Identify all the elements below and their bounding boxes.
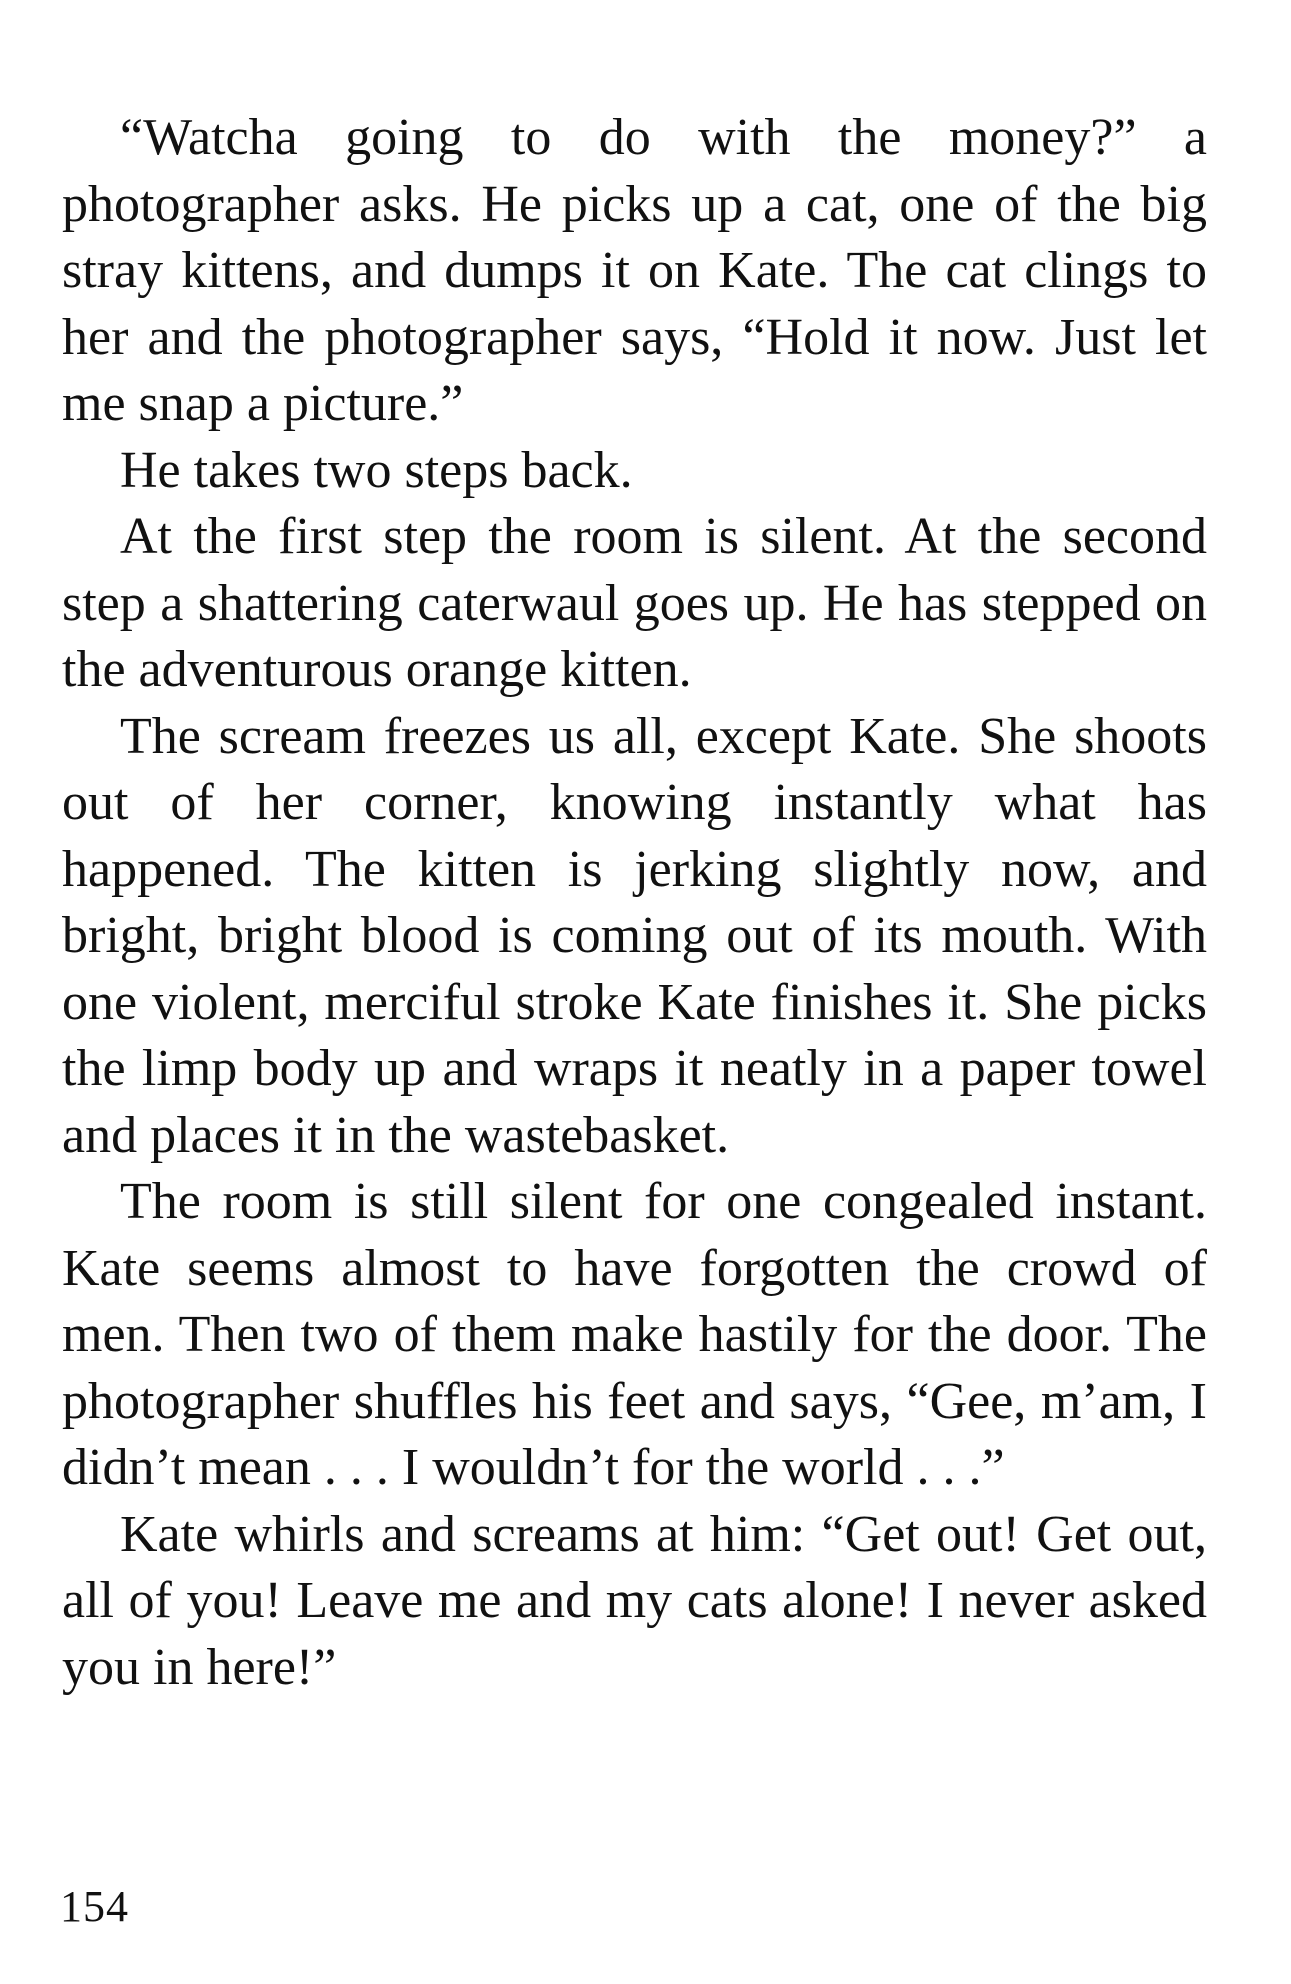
paragraph-5: The room is still silent for one congealed instant. Kate seems almost to have forgotten the crowd of men. Then two of them make hastily for the door. The photographer shuffles his feet and says, “Gee, m’am, I didn’t mean . . . I wouldn’t for the world . . .” xyxy=(62,1173,1207,1496)
page-number: 154 xyxy=(60,1882,129,1931)
paragraph-4: The scream freezes us all, except Kate. She shoots out of her corner, knowing instantly what has happened. The kitten is jerking slightly now, and bright, bright blood is coming out of its mouth. With one violent, merciful stroke Kate finishes it. She picks the limp body up and wraps it neatly in a paper towel and places it in the wastebasket. xyxy=(62,707,1207,1164)
paragraph-1: “Watcha going to do with the money?” a photographer asks. He picks up a cat, one of the big stray kittens, and dumps it on Kate. The cat clings to her and the photographer says, “Hold it now. Just let me snap a picture.” xyxy=(62,109,1207,432)
paragraph-3: At the first step the room is silent. At the second step a shattering caterwaul goes up. He has stepped on the adventurous orange kitten. xyxy=(62,508,1207,698)
paragraph-2: He takes two steps back. xyxy=(120,441,633,499)
paragraph-6: Kate whirls and screams at him: “Get out! Get out, all of you! Leave me and my cats alone! I never asked you in here!” xyxy=(62,1505,1207,1696)
body-text xyxy=(62,105,1207,1701)
